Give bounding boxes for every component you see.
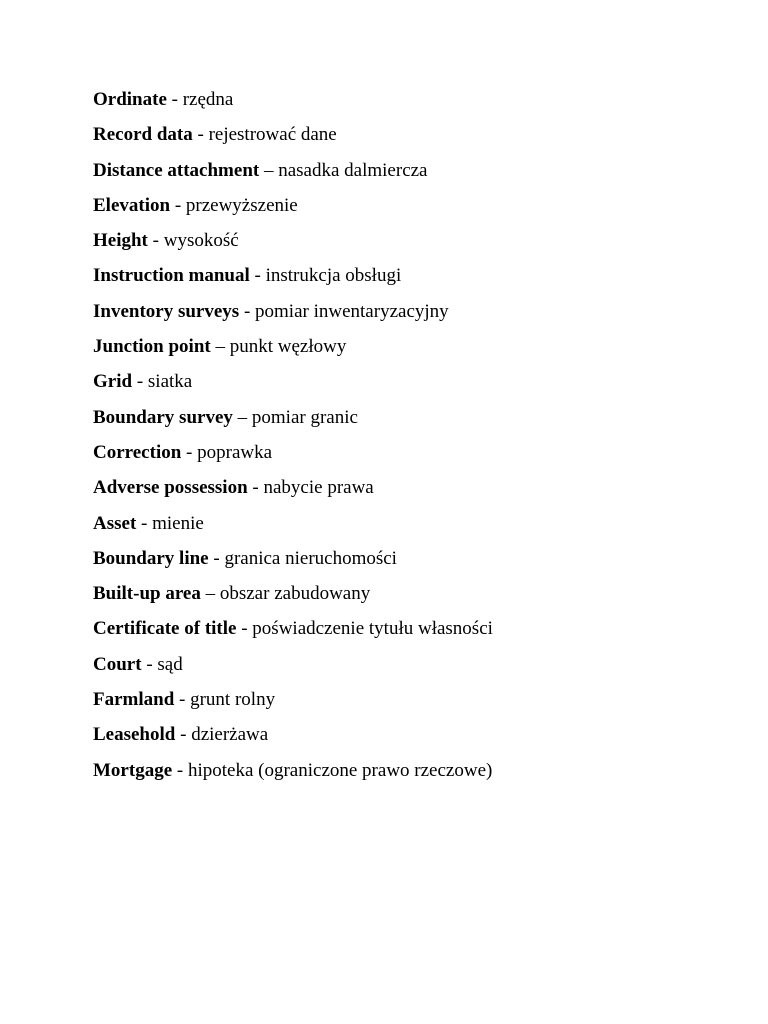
entry-term: Junction point [93,336,211,358]
entry-term: Inventory surveys [93,300,240,322]
glossary-entry [93,333,733,368]
entry-separator: - [147,230,164,252]
entry-term: Distance attachment [93,159,260,181]
entry-term: Adverse possession [93,477,248,499]
entry-term: Certificate of title [93,618,237,640]
entry-term: Record data [93,124,193,146]
entry-separator: - [132,371,148,393]
entry-term: Mortgage [93,759,173,781]
entry-translation: nabycie prawa [263,477,374,499]
glossary-entry [93,580,733,615]
glossary-list [93,86,733,792]
glossary-entry [93,368,733,403]
entry-translation: przewyższenie [185,194,298,216]
entry-translation: pomiar granic [251,406,358,428]
entry-separator: - [136,512,153,534]
entry-translation: grunt rolny [190,689,276,711]
entry-separator: - [172,759,188,781]
glossary-entry [93,651,733,686]
entry-term: Boundary line [93,547,209,569]
entry-separator: - [247,477,264,499]
entry-term: Correction [93,441,182,463]
entry-term: Height [93,230,148,252]
glossary-entry [93,404,733,439]
glossary-entry [93,545,733,580]
entry-translation: granica nieruchomości [224,547,397,569]
entry-separator: – [200,583,220,605]
glossary-entry [93,298,733,333]
entry-separator: – [232,406,252,428]
entry-term: Court [93,653,142,675]
glossary-entry [93,615,733,650]
entry-term: Elevation [93,194,171,216]
entry-translation: nasadka dalmiercza [278,159,428,181]
entry-term: Grid [93,371,133,393]
entry-translation: obszar zabudowany [219,583,371,605]
entry-translation: pomiar inwentaryzacyjny [255,300,449,322]
entry-term: Built-up area [93,583,201,605]
entry-translation: instrukcja obsługi [265,265,402,287]
entry-translation: dzierżawa [191,724,269,746]
entry-translation: rejestrować dane [208,124,337,146]
glossary-entry [93,86,733,121]
glossary-entry [93,686,733,721]
entry-translation: punkt węzłowy [229,336,347,358]
glossary-entry [93,510,733,545]
glossary-entry [93,439,733,474]
glossary-entry [93,757,733,792]
entry-term: Instruction manual [93,265,250,287]
entry-translation: rzędna [182,89,234,110]
entry-separator: - [141,653,158,675]
entry-translation: mienie [152,512,204,534]
entry-separator: - [175,724,192,746]
entry-translation: hipoteka (ograniczone prawo rzeczowe) [187,759,493,781]
entry-term: Farmland [93,689,175,711]
entry-term: Leasehold [93,724,176,746]
entry-term: Ordinate [93,89,167,110]
entry-separator: - [192,124,209,146]
glossary-entry [93,121,733,156]
glossary-entry [93,721,733,756]
glossary-entry [93,192,733,227]
glossary-entry [93,262,733,297]
entry-separator: - [166,89,183,110]
entry-separator: - [174,689,191,711]
glossary-entry [93,157,733,192]
entry-separator: - [181,441,198,463]
entry-separator: - [208,547,225,569]
entry-separator: - [170,194,186,216]
glossary-entry [93,474,733,509]
entry-term: Asset [93,512,137,534]
entry-separator: - [239,300,256,322]
entry-separator: - [249,265,266,287]
entry-separator: – [210,336,230,358]
entry-separator: - [236,618,253,640]
entry-term: Boundary survey [93,406,233,428]
glossary-entry [93,227,733,262]
entry-translation: siatka [147,371,193,393]
entry-translation: poprawka [197,441,273,463]
entry-separator: – [259,159,279,181]
entry-translation: sąd [157,653,183,675]
entry-translation: wysokość [163,230,239,252]
entry-translation: poświadczenie tytułu własności [252,618,493,640]
